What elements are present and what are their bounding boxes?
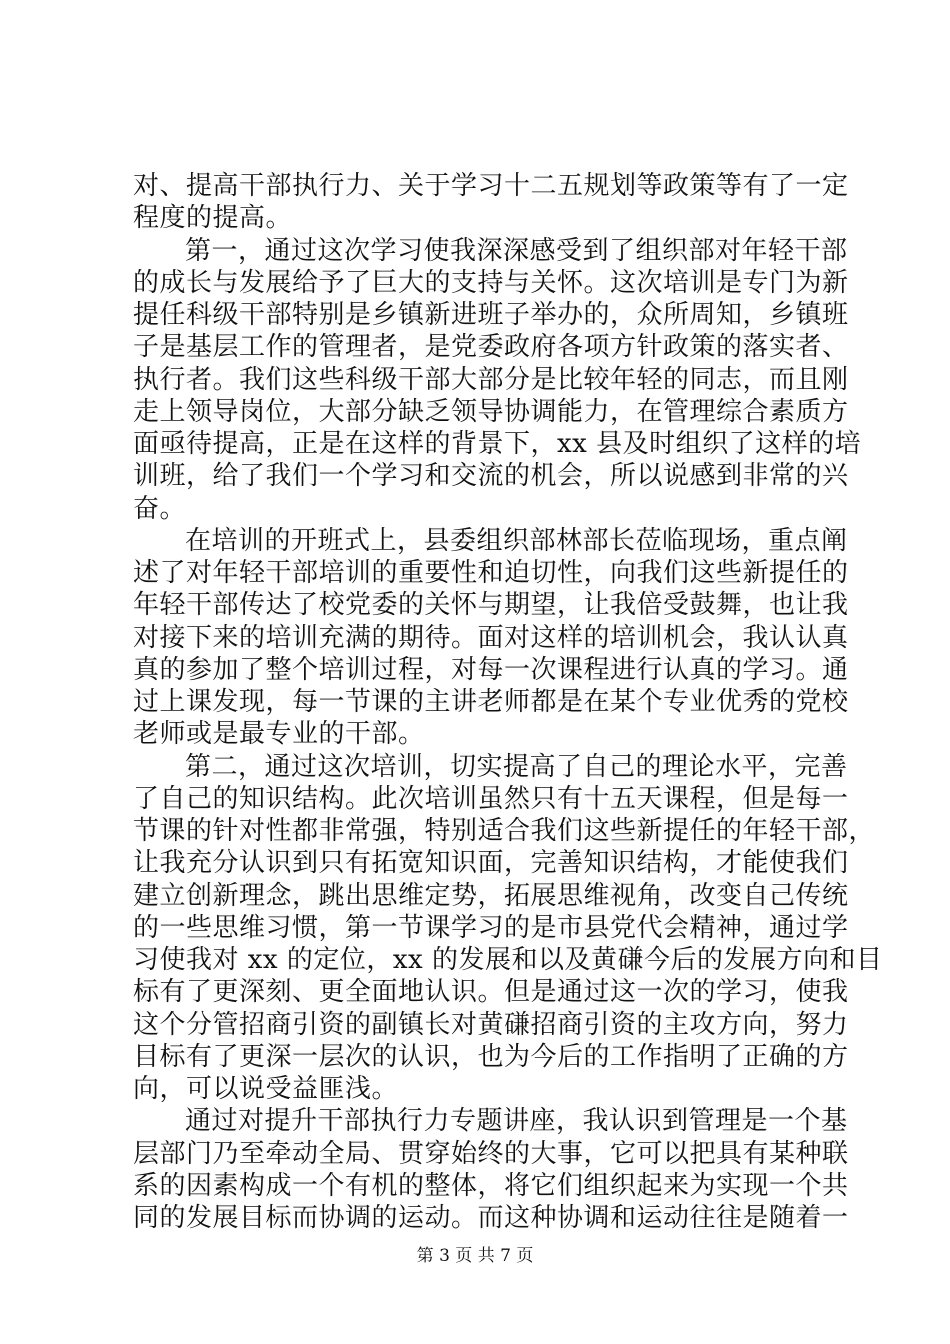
text-line: 奋。 (133, 493, 187, 524)
text-line: 子是基层工作的管理者，是党委政府各项方针政策的落实者、 (133, 332, 849, 363)
paragraph-3 (133, 525, 849, 751)
text-line: 第一，通过这次学习使我深深感受到了组织部对年轻干部 (185, 235, 848, 266)
text-line: 面亟待提高，正是在这样的背景下，xx 县及时组织了这样的培 (133, 429, 862, 459)
text-line: 系的因素构成一个有机的整体，将它们组织起来为实现一个共 (133, 1170, 849, 1201)
text-line: 述了对年轻干部培训的重要性和迫切性，向我们这些新提任的 (133, 558, 849, 588)
text-line: 在培训的开班式上，县委组织部林部长莅临现场，重点阐 (185, 525, 848, 556)
document-body (133, 170, 883, 1234)
text-line: 走上领导岗位，大部分缺乏领导协调能力，在管理综合素质方 (133, 396, 849, 427)
text-line: 第二，通过这次培训，切实提高了自己的理论水平，完善 (185, 751, 848, 782)
page-number-footer: 第 3 页 共 7 页 (416, 1246, 534, 1266)
text-line: 执行者。我们这些科级干部大部分是比较年轻的同志，而且刚 (133, 364, 849, 395)
text-line: 对、提高干部执行力、关于学习十二五规划等政策等有了一定 (133, 171, 849, 201)
paragraph-1 (133, 170, 849, 235)
text-line: 程度的提高。 (133, 203, 293, 234)
paragraph-5 (133, 1105, 849, 1234)
text-line: 提任科级干部特别是乡镇新进班子举办的，众所周知，乡镇班 (133, 300, 849, 330)
text-line: 这个分管招商引资的副镇长对黄磏招商引资的主攻方向，努力 (133, 1009, 849, 1040)
text-line: 对接下来的培训充满的期待。面对这样的培训机会，我认认真 (133, 622, 849, 653)
text-line: 建立创新理念，跳出思维定势，拓展思维视角，改变自己传统 (133, 880, 849, 911)
text-line: 训班，给了我们一个学习和交流的机会，所以说感到非常的兴 (133, 461, 849, 492)
text-line: 让我充分认识到只有拓宽知识面，完善知识结构，才能使我们 (133, 848, 849, 879)
text-line: 的一些思维习惯，第一节课学习的是市县党代会精神，通过学 (133, 912, 849, 943)
text-line: 向，可以说受益匪浅。 (133, 1074, 399, 1104)
text-line: 习使我对 xx 的定位，xx 的发展和以及黄磏今后的发展方向和目 (133, 945, 883, 975)
paragraph-2 (133, 235, 862, 525)
text-line: 年轻干部传达了校党委的关怀与期望，让我倍受鼓舞，也让我 (133, 590, 849, 621)
text-line: 的成长与发展给予了巨大的支持与关怀。这次培训是专门为新 (133, 267, 849, 298)
text-line: 真的参加了整个培训过程，对每一次课程进行认真的学习。通 (133, 654, 849, 685)
paragraph-4 (133, 751, 883, 1106)
text-line: 通过对提升干部执行力专题讲座，我认识到管理是一个基 (185, 1106, 848, 1137)
text-line: 同的发展目标而协调的运动。而这种协调和运动往往是随着一 (133, 1203, 849, 1233)
text-line: 过上课发现，每一节课的主讲老师都是在某个专业优秀的党校 (133, 687, 849, 717)
text-line: 标有了更深刻、更全面地认识。但是通过这一次的学习，使我 (133, 977, 849, 1008)
text-line: 了自己的知识结构。此次培训虽然只有十五天课程，但是每一 (133, 783, 849, 814)
text-line: 目标有了更深一层次的认识，也为今后的工作指明了正确的方 (133, 1041, 849, 1072)
text-line: 层部门乃至牵动全局、贯穿始终的大事，它可以把具有某种联 (133, 1138, 849, 1169)
text-line: 老师或是最专业的干部。 (133, 719, 425, 750)
text-line: 节课的针对性都非常强，特别适合我们这些新提任的年轻干部， (133, 816, 876, 846)
